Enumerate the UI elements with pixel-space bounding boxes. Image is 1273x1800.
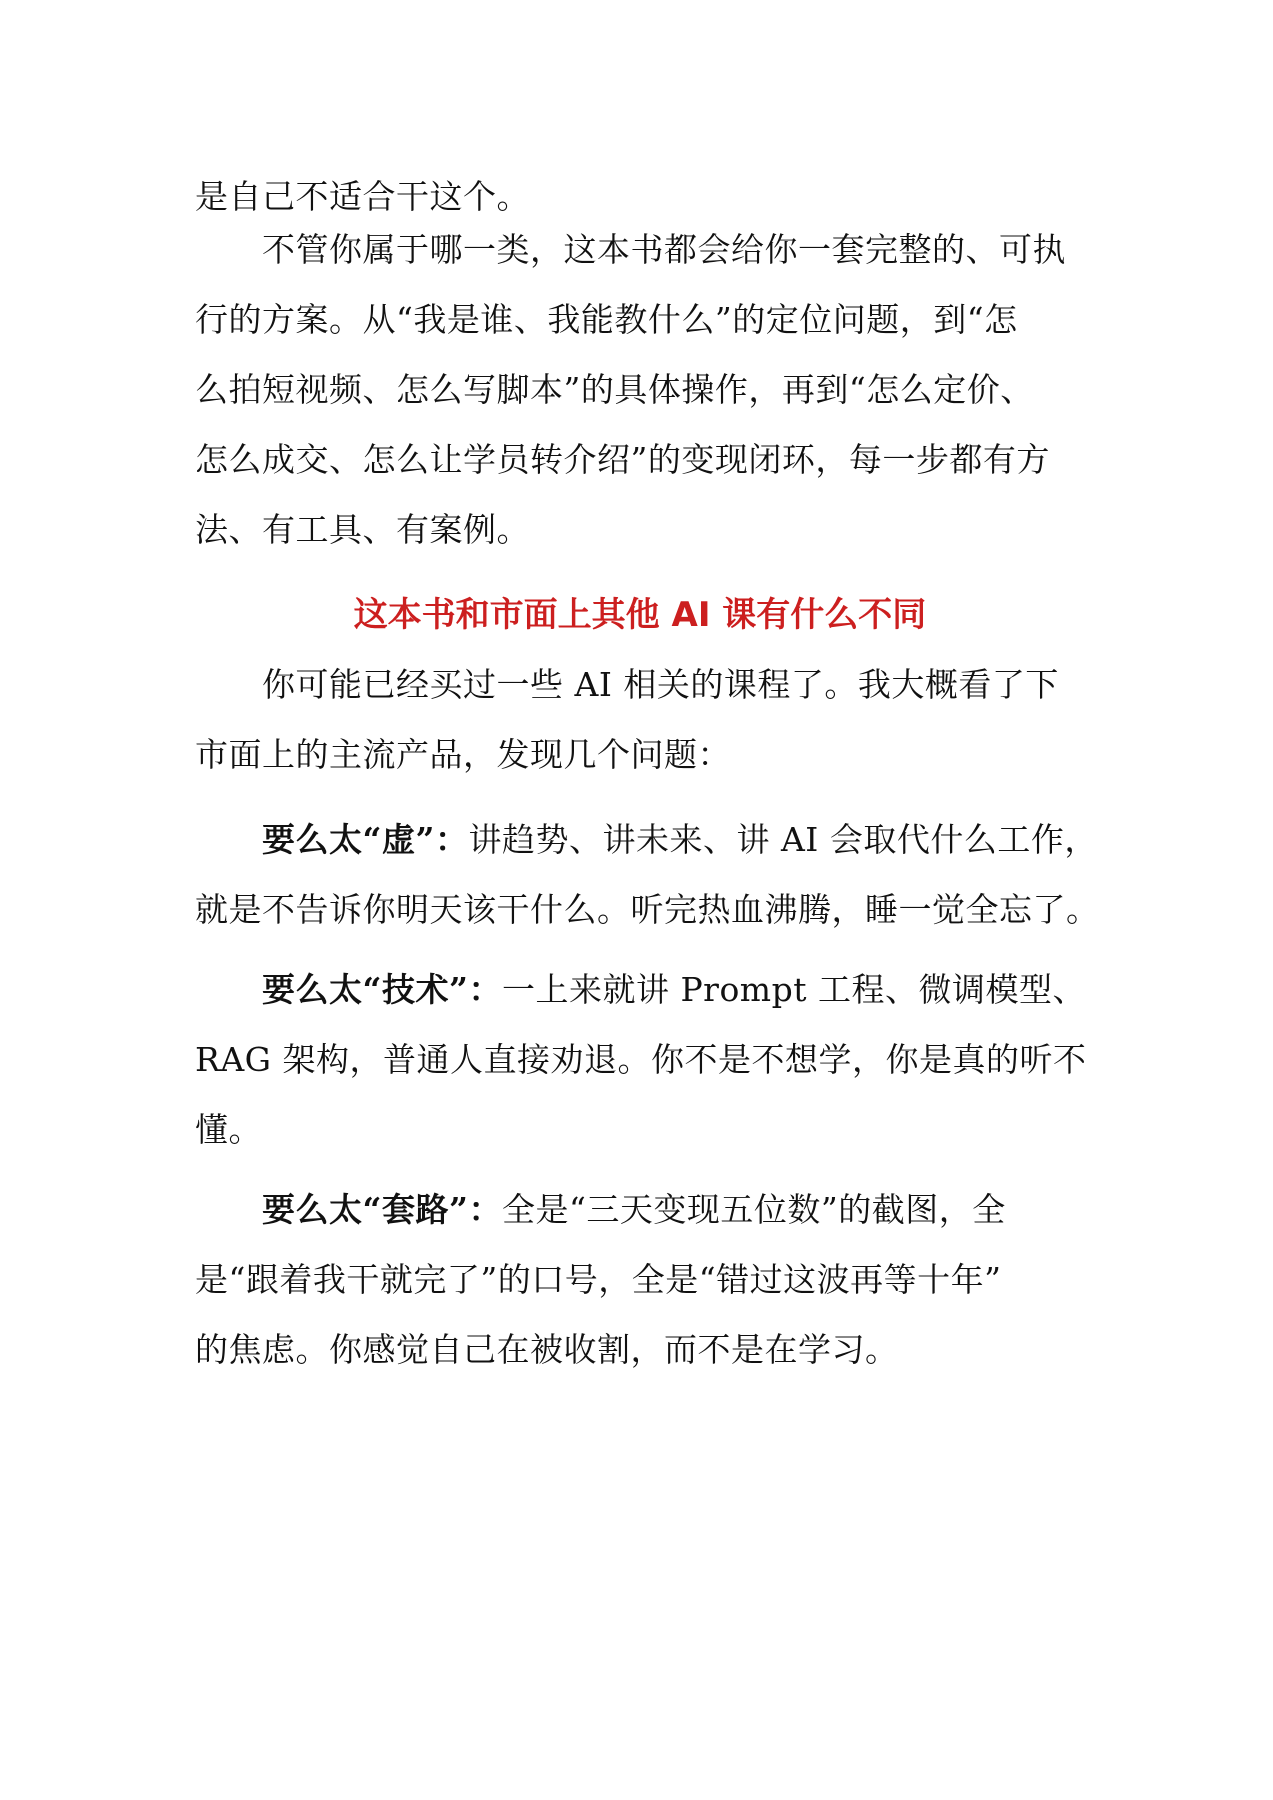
paragraph-line: 就是不告诉你明天该干什么。听完热血沸腾，睡一觉全忘了。: [195, 890, 1100, 929]
paragraph-line: 懂。: [195, 1110, 262, 1149]
paragraph-line: 市面上的主流产品，发现几个问题：: [195, 735, 731, 774]
paragraph-line: 的焦虑。你感觉自己在被收割，而不是在学习。: [195, 1330, 899, 1369]
paragraph-line: 是“跟着我干就完了”的口号，全是“错过这波再等十年”: [195, 1260, 1002, 1299]
paragraph-line: 么拍短视频、怎么写脚本”的具体操作，再到“怎么定价、: [195, 370, 1034, 409]
point-line: [262, 968, 1085, 1012]
point-label: 要么太“技术”：: [262, 970, 502, 1009]
paragraph-line: 不管你属于哪一类，这本书都会给你一套完整的、可执: [262, 230, 1066, 269]
point-label: 要么太“套路”：: [262, 1190, 502, 1229]
paragraph-line: 法、有工具、有案例。: [195, 510, 530, 549]
point-text: 一上来就讲 Prompt 工程、微调模型、: [501, 970, 1086, 1009]
paragraph-line: RAG 架构，普通人直接劝退。你不是不想学，你是真的听不: [195, 1040, 1087, 1079]
paragraph-line: 行的方案。从“我是谁、我能教什么”的定位问题，到“怎: [195, 300, 1018, 339]
point-text: 全是“三天变现五位数”的截图，全: [501, 1190, 1006, 1229]
point-text: 讲趋势、讲未来、讲 AI 会取代什么工作，: [468, 820, 1098, 859]
paragraph-line: 怎么成交、怎么让学员转介绍”的变现闭环，每一步都有方: [195, 440, 1050, 479]
section-heading: 这本书和市面上其他 AI 课有什么不同: [353, 595, 927, 635]
paragraph-line: 你可能已经买过一些 AI 相关的课程了。我大概看了下: [262, 665, 1059, 704]
point-line: [262, 1188, 1085, 1232]
paragraph-line: 是自己不适合干这个。: [195, 177, 530, 216]
point-line: [262, 818, 1098, 862]
point-label: 要么太“虚”：: [262, 820, 469, 859]
